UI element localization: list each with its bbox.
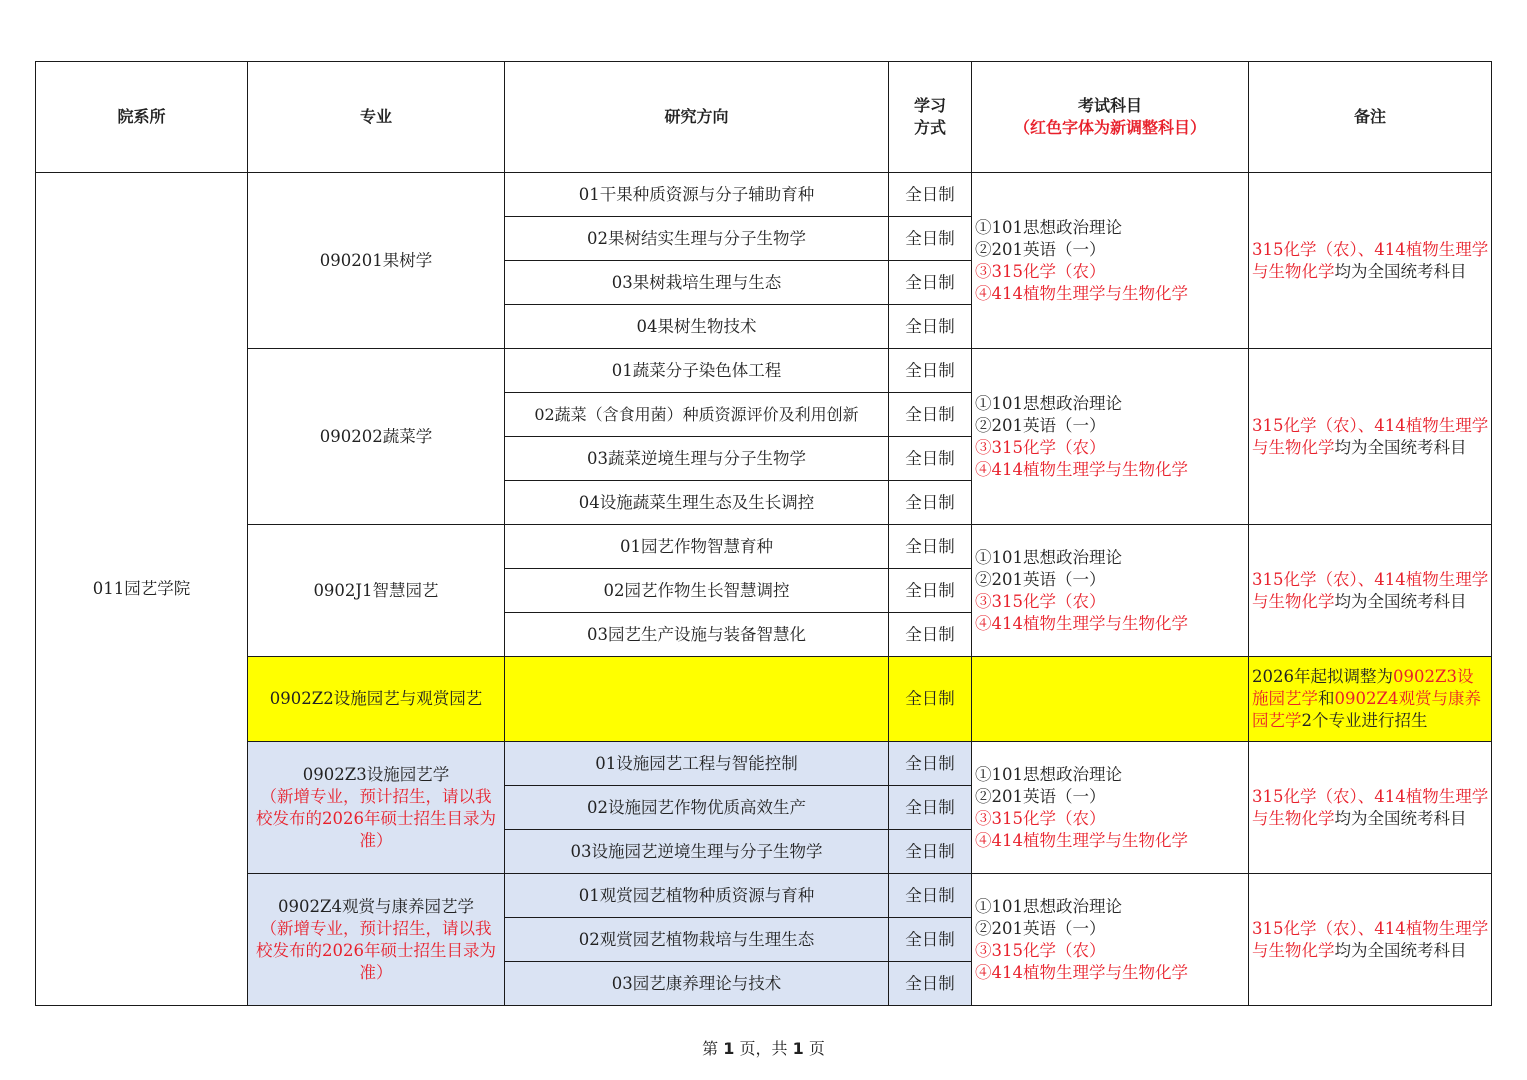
direction-cell: 03蔬菜逆境生理与分子生物学 — [505, 437, 889, 481]
header-subjects-title: 考试科目 — [1077, 96, 1142, 115]
header-remarks: 备注 — [1249, 62, 1492, 173]
study-mode-cell: 全日制 — [889, 173, 972, 217]
direction-cell: 01观赏园艺植物种质资源与育种 — [505, 874, 889, 918]
remark-red-text: 315化学（农）、414植物生理学与生物化学 — [1252, 239, 1489, 281]
remarks-cell — [1249, 525, 1492, 657]
major-cell: 0902Z2设施园艺与观赏园艺 — [248, 657, 505, 742]
major-name: 0902Z4观赏与康养园艺学 — [278, 896, 474, 916]
note-part: 2026年起拟调整为 — [1252, 667, 1393, 686]
remark-text: 均为全国统考科目 — [1334, 437, 1467, 457]
header-direction: 研究方向 — [505, 62, 889, 173]
subject-english: ②201英语（一） — [975, 786, 1106, 806]
remarks-cell — [1249, 874, 1492, 1006]
study-mode-cell: 全日制 — [889, 830, 972, 874]
subject-chemistry: ③315化学（农） — [975, 808, 1106, 828]
header-subjects — [972, 62, 1249, 173]
remarks-cell — [1249, 742, 1492, 874]
study-mode-cell: 全日制 — [889, 613, 972, 657]
remark-text: 均为全国统考科目 — [1334, 808, 1467, 828]
table-row-highlighted — [36, 657, 1492, 742]
enrollment-table — [35, 61, 1492, 1006]
remark-text: 均为全国统考科目 — [1334, 591, 1467, 611]
direction-cell: 03园艺生产设施与装备智慧化 — [505, 613, 889, 657]
study-mode-cell: 全日制 — [889, 217, 972, 261]
subject-politics: ①101思想政治理论 — [975, 393, 1122, 413]
direction-cell-empty — [505, 657, 889, 742]
major-new-note: （新增专业，预计招生，请以我校发布的2026年硕士招生目录为准） — [256, 918, 496, 982]
note-part-red: 0902Z4观赏与康养园艺学 — [1252, 689, 1481, 730]
page-footer — [0, 1036, 1527, 1059]
direction-cell: 01干果种质资源与分子辅助育种 — [505, 173, 889, 217]
study-mode-cell: 全日制 — [889, 918, 972, 962]
study-mode-cell: 全日制 — [889, 437, 972, 481]
study-mode-cell: 全日制 — [889, 393, 972, 437]
subjects-cell — [972, 525, 1249, 657]
major-cell: 0902J1智慧园艺 — [248, 525, 505, 657]
study-mode-cell: 全日制 — [889, 742, 972, 786]
table-row — [36, 173, 1492, 217]
direction-cell: 01园艺作物智慧育种 — [505, 525, 889, 569]
direction-cell: 01设施园艺工程与智能控制 — [505, 742, 889, 786]
header-subjects-note: （红色字体为新调整科目） — [1013, 118, 1206, 137]
major-name: 0902Z3设施园艺学 — [302, 764, 450, 784]
direction-cell: 02果树结实生理与分子生物学 — [505, 217, 889, 261]
subject-chemistry: ③315化学（农） — [975, 437, 1106, 457]
header-study-mode — [889, 62, 972, 173]
subjects-cell — [972, 173, 1249, 349]
remark-text: 均为全国统考科目 — [1334, 940, 1467, 960]
subject-chemistry: ③315化学（农） — [975, 940, 1106, 960]
footer-text: 页，共 — [739, 1039, 788, 1058]
subject-english: ②201英语（一） — [975, 239, 1106, 259]
table-row — [36, 349, 1492, 393]
table-row — [36, 525, 1492, 569]
subjects-cell-empty — [972, 657, 1249, 742]
remarks-cell — [1249, 173, 1492, 349]
remark-red-text: 315化学（农）、414植物生理学与生物化学 — [1252, 415, 1489, 457]
footer-page-number: 1 — [723, 1039, 735, 1058]
major-new-note: （新增专业，预计招生，请以我校发布的2026年硕士招生目录为准） — [256, 786, 496, 850]
study-mode-cell: 全日制 — [889, 305, 972, 349]
header-mode-line2: 方式 — [913, 118, 946, 137]
table-row — [36, 742, 1492, 786]
footer-text: 第 — [702, 1039, 719, 1058]
major-cell: 090202蔬菜学 — [248, 349, 505, 525]
subject-politics: ①101思想政治理论 — [975, 764, 1122, 784]
direction-cell: 03果树栽培生理与生态 — [505, 261, 889, 305]
study-mode-cell: 全日制 — [889, 481, 972, 525]
direction-cell: 02观赏园艺植物栽培与生理生态 — [505, 918, 889, 962]
note-part: 2个专业进行招生 — [1301, 711, 1428, 730]
subject-chemistry: ③315化学（农） — [975, 261, 1106, 281]
remark-red-text: 315化学（农）、414植物生理学与生物化学 — [1252, 569, 1489, 611]
direction-cell: 02蔬菜（含食用菌）种质资源评价及利用创新 — [505, 393, 889, 437]
subject-plant-physiology: ④414植物生理学与生物化学 — [975, 459, 1188, 479]
major-cell — [248, 874, 505, 1006]
subject-plant-physiology: ④414植物生理学与生物化学 — [975, 962, 1188, 982]
direction-cell: 02园艺作物生长智慧调控 — [505, 569, 889, 613]
department-cell: 011园艺学院 — [36, 173, 248, 1006]
direction-cell: 01蔬菜分子染色体工程 — [505, 349, 889, 393]
remark-red-text: 315化学（农）、414植物生理学与生物化学 — [1252, 786, 1489, 828]
header-dept: 院系所 — [36, 62, 248, 173]
study-mode-cell: 全日制 — [889, 786, 972, 830]
remarks-cell — [1249, 349, 1492, 525]
note-part-red: 0902Z3设施园艺学 — [1252, 667, 1474, 708]
study-mode-cell: 全日制 — [889, 962, 972, 1006]
adjustment-note-cell — [1249, 657, 1492, 742]
subject-english: ②201英语（一） — [975, 569, 1106, 589]
footer-total-pages: 1 — [792, 1039, 804, 1058]
study-mode-cell: 全日制 — [889, 657, 972, 742]
header-row — [36, 62, 1492, 173]
header-mode-line1: 学习 — [913, 96, 946, 115]
subject-plant-physiology: ④414植物生理学与生物化学 — [975, 613, 1188, 633]
subject-english: ②201英语（一） — [975, 918, 1106, 938]
direction-cell: 02设施园艺作物优质高效生产 — [505, 786, 889, 830]
subject-plant-physiology: ④414植物生理学与生物化学 — [975, 283, 1188, 303]
subjects-cell — [972, 349, 1249, 525]
subjects-cell — [972, 874, 1249, 1006]
direction-cell: 04果树生物技术 — [505, 305, 889, 349]
remark-text: 均为全国统考科目 — [1334, 261, 1467, 281]
direction-cell: 03园艺康养理论与技术 — [505, 962, 889, 1006]
subjects-cell — [972, 742, 1249, 874]
study-mode-cell: 全日制 — [889, 261, 972, 305]
subject-chemistry: ③315化学（农） — [975, 591, 1106, 611]
study-mode-cell: 全日制 — [889, 349, 972, 393]
subject-politics: ①101思想政治理论 — [975, 547, 1122, 567]
study-mode-cell: 全日制 — [889, 874, 972, 918]
direction-cell: 03设施园艺逆境生理与分子生物学 — [505, 830, 889, 874]
subject-english: ②201英语（一） — [975, 415, 1106, 435]
remark-red-text: 315化学（农）、414植物生理学与生物化学 — [1252, 918, 1489, 960]
direction-cell: 04设施蔬菜生理生态及生长调控 — [505, 481, 889, 525]
table-row — [36, 874, 1492, 918]
study-mode-cell: 全日制 — [889, 525, 972, 569]
subject-politics: ①101思想政治理论 — [975, 217, 1122, 237]
study-mode-cell: 全日制 — [889, 569, 972, 613]
header-major: 专业 — [248, 62, 505, 173]
subject-politics: ①101思想政治理论 — [975, 896, 1122, 916]
major-cell: 090201果树学 — [248, 173, 505, 349]
footer-text: 页 — [808, 1039, 825, 1058]
note-part: 和 — [1318, 689, 1335, 708]
major-cell — [248, 742, 505, 874]
subject-plant-physiology: ④414植物生理学与生物化学 — [975, 830, 1188, 850]
